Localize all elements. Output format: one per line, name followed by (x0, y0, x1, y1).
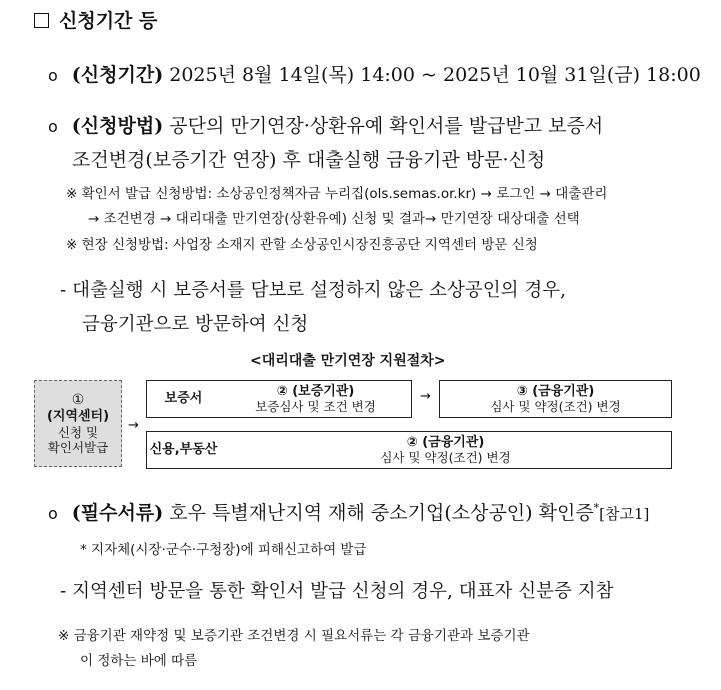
flow-center-desc1: 신청 및 (57, 424, 99, 440)
flow-row2-step2-title: ② (금융기관) (406, 434, 485, 450)
docs-label: (필수서류) (71, 502, 164, 524)
flow-center-name: (지역센터) (46, 409, 110, 425)
flow-row1-step3-title: ③ (금융기관) (516, 383, 595, 399)
flow-row2-label: 신용,부동산 (146, 431, 221, 469)
final-note-line2: 이 정하는 바에 따름 (80, 653, 198, 669)
flow-arrow-icon: → (420, 389, 431, 404)
bullet-icon: o (48, 504, 58, 523)
flow-row1-step3 (439, 380, 672, 418)
dash-item-1-line2: 금융기관으로 방문하여 신청 (82, 314, 309, 335)
flow-title: <대리대출 만기연장 지원절차> (250, 353, 446, 369)
flow-center-box (34, 380, 122, 467)
docs-footnote: * 지자체(시장·군수·구청장)에 피해신고하여 발급 (80, 542, 367, 558)
flow-row1-label: 보증서 (146, 380, 221, 418)
method-line1: 공단의 만기연장·상환유예 확인서를 발급받고 보증서 (169, 115, 604, 137)
flow-row1-step2 (220, 380, 412, 418)
checkbox-square-icon (34, 13, 49, 28)
period-label: (신청기간) (71, 64, 164, 86)
period-item (48, 60, 701, 87)
final-note-line1: ※ 금융기관 재약정 및 보증기관 조건변경 시 필요서류는 각 금융기관과 보증기관 (58, 628, 530, 644)
method-item (48, 111, 603, 138)
dash-item-1-line1: - 대출실행 시 보증서를 담보로 설정하지 않은 소상공인의 경우, (60, 280, 566, 301)
flow-row1-step3-desc: 심사 및 약정(조건) 변경 (490, 399, 621, 415)
note-apply-onsite: ※ 현장 신청방법: 사업장 소재지 관할 소상공인시장진흥공단 지역센터 방문 신청 (66, 237, 538, 253)
bullet-icon: o (48, 117, 58, 136)
section-title: 신청기간 등 (59, 10, 158, 32)
docs-sup: * (593, 501, 600, 515)
method-line2: 조건변경(보증기간 연장) 후 대출실행 금융기관 방문·신청 (72, 149, 546, 171)
note-apply-online-line2: → 조건변경 → 대리대출 만기연장(상환유예) 신청 및 결과→ 만기연장 대상대출 선택 (88, 211, 580, 227)
bullet-icon: o (48, 66, 58, 85)
flow-center-num: ① (71, 392, 85, 409)
method-label: (신청방법) (71, 115, 164, 137)
note-apply-online-line1: ※ 확인서 발급 신청방법: 소상공인정책자금 누리집(ols.semas.or.kr) → 로그인 → 대출관리 (66, 186, 608, 202)
flow-row2-step2 (220, 431, 672, 469)
flow-center-desc2: 확인서발급 (47, 439, 109, 455)
flow-row1-step2-title: ② (보증기관) (276, 383, 355, 399)
flow-arrow-icon: → (128, 418, 139, 433)
docs-ref: [참고1] (599, 505, 650, 523)
flow-row1-step2-desc: 보증심사 및 조건 변경 (255, 399, 376, 415)
docs-item (48, 498, 649, 525)
flow-row2-step2-desc: 심사 및 약정(조건) 변경 (380, 450, 511, 466)
dash-item-2: - 지역센터 방문을 통한 확인서 발급 신청의 경우, 대표자 신분증 지참 (60, 581, 614, 602)
section-heading (34, 6, 157, 33)
period-text: 2025년 8월 14일(목) 14:00 ~ 2025년 10월 31일(금) 18:00 (169, 64, 701, 86)
docs-text: 호우 특별재난지역 재해 중소기업(소상공인) 확인증 (169, 502, 594, 524)
